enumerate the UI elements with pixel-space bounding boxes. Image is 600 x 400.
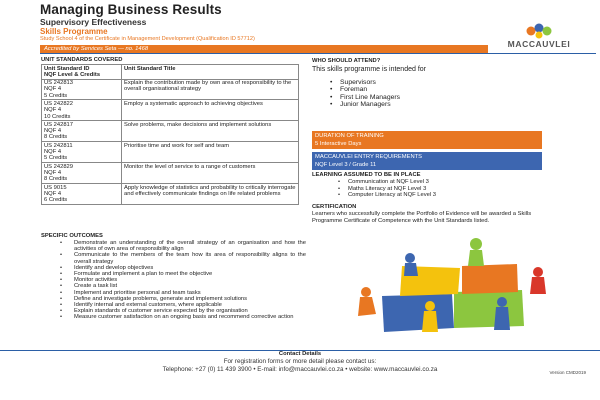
table-row [42, 121, 299, 142]
specific-outcomes-list [44, 240, 306, 321]
unit-level: NQF 4 [44, 128, 62, 135]
list-item: • Define and investigate problems, generate and implement solutions [44, 296, 306, 302]
list-item: • Measure customer satisfaction on an ongoing basis and recommend corrective action [44, 314, 306, 320]
unit-id: US 9015 [44, 184, 67, 191]
unit-credits: 8 Credits [44, 134, 68, 141]
logo-mark-icon [486, 22, 592, 40]
accreditation-bar [40, 45, 488, 53]
unit-id: US 242811 [44, 142, 73, 149]
entry-value: NQF Level 3 / Grade 11 [315, 162, 377, 168]
list-item: • Create a task list [44, 283, 306, 289]
table-row [42, 100, 299, 121]
unit-credits: 5 Credits [44, 92, 68, 99]
unit-level: NQF 4 [44, 190, 62, 197]
list-item: • Formulate and implement a plan to meet the objective [44, 271, 306, 277]
unit-standards-table [41, 64, 299, 205]
study-school-line: Study School 4 of the Certificate in Management Development (Qualification ID 57712) [40, 36, 255, 42]
unit-id-cell [42, 79, 122, 100]
list-item: • Computer Literacy at NQF Level 3 [312, 192, 436, 199]
unit-title: Prioritise time and work for self and team [122, 142, 299, 163]
certification-text: Learners who successfully complete the Portfolio of Evidence will be awarded a Skills Programme Certificate of Competence with the Unit Standards listed. [312, 211, 532, 224]
unit-id-cell [42, 184, 122, 205]
header-level-label: NQF Level & Credits [44, 71, 101, 78]
unit-id: US 242817 [44, 121, 74, 128]
table-row [42, 184, 299, 205]
unit-credits: 10 Credits [44, 113, 71, 120]
unit-credits: 5 Credits [44, 155, 68, 162]
duration-label: DURATION OF TRAINING [315, 133, 384, 139]
page-subtitle: Supervisory Effectiveness [40, 17, 147, 27]
header-id-label: Unit Standard ID [44, 65, 90, 72]
certification-heading: CERTIFICATION [312, 204, 357, 210]
unit-id-cell [42, 142, 122, 163]
unit-id-cell [42, 100, 122, 121]
logo-text: MACCAUVLEI [507, 39, 571, 49]
unit-id: US 242829 [44, 163, 74, 170]
table-row [42, 163, 299, 184]
list-item: • Supervisors [318, 79, 400, 86]
learning-assumed-list [312, 179, 436, 199]
list-item: • Junior Managers [318, 101, 400, 108]
list-item: • Communicate to the members of the team how its area of responsibility aligns to the overall strategy [44, 252, 306, 264]
accreditation-text: Accredited by Services Seta — no. 1468 [44, 45, 149, 52]
maccauvlei-logo [486, 22, 592, 48]
duration-value: 5 Interactive Days [315, 141, 362, 147]
who-should-attend-list [318, 79, 400, 109]
list-item: • Identify internal and external customers, where applicable [44, 302, 306, 308]
header-divider [40, 53, 596, 54]
table-header-row [42, 65, 299, 80]
programme-label: Skills Programme [40, 27, 108, 36]
unit-level: NQF 4 [44, 169, 62, 176]
unit-title: Explain the contribution made by own area of responsibility to the overall organisational strategy [122, 79, 299, 100]
unit-credits: 8 Credits [44, 176, 68, 183]
unit-title: Solve problems, make decisions and implement solutions [122, 121, 299, 142]
page-title: Managing Business Results [40, 2, 222, 17]
list-item: • First Line Managers [318, 94, 400, 101]
list-item: • Explain standards of customer service expected by the organisation [44, 308, 306, 314]
list-item: • Identify and develop objectives [44, 265, 306, 271]
list-item: • Foreman [318, 86, 400, 93]
table-row [42, 79, 299, 100]
contact-line-2: Telephone: +27 (0) 11 439 3900 • E-mail: info@maccauvlei.co.za • website: www.maccauvlei.co.za [162, 366, 438, 373]
version-label: Version CMD2019 [549, 370, 586, 375]
list-item: • Implement and prioritise personal and team tasks [44, 290, 306, 296]
unit-title: Monitor the level of service to a range of customers [122, 163, 299, 184]
unit-credits: 6 Credits [44, 197, 68, 204]
duration-box [312, 131, 542, 149]
unit-id: US 242813 [44, 80, 74, 87]
who-intro: This skills programme is intended for [312, 66, 426, 73]
entry-requirements-box [312, 152, 542, 170]
table-header-id [42, 65, 122, 80]
list-item: • Communication at NQF Level 3 [312, 179, 436, 186]
unit-id-cell [42, 121, 122, 142]
contact-line-1: For registration forms or more detail please contact us: [223, 358, 377, 365]
unit-id-cell [42, 163, 122, 184]
list-item: • Monitor activities [44, 277, 306, 283]
unit-level: NQF 4 [44, 86, 62, 93]
unit-level: NQF 4 [44, 107, 62, 114]
puzzle-figures-illustration [342, 236, 582, 342]
table-row [42, 142, 299, 163]
specific-outcomes-heading: SPECIFIC OUTCOMES [41, 233, 103, 239]
unit-title: Apply knowledge of statistics and probability to critically interrogate and effectively communicate findings on life related problems [122, 184, 299, 205]
unit-standards-heading: UNIT STANDARDS COVERED [41, 57, 123, 63]
unit-title: Employ a systematic approach to achieving objectives [122, 100, 299, 121]
list-item: • Demonstrate an understanding of the overall strategy of an organisation and how the activities of own area of responsibility align [44, 240, 306, 252]
who-should-attend-heading: WHO SHOULD ATTEND? [312, 58, 381, 64]
entry-label: MACCAUVLEI ENTRY REQUIREMENTS [315, 154, 423, 160]
unit-id: US 242822 [44, 100, 74, 107]
unit-level: NQF 4 [44, 149, 62, 156]
contact-heading: Contact Details [278, 351, 322, 357]
learning-assumed-heading: LEARNING ASSUMED TO BE IN PLACE [312, 172, 421, 178]
table-header-title: Unit Standard Title [122, 65, 299, 80]
list-item: • Maths Literacy at NQF Level 3 [312, 186, 436, 193]
